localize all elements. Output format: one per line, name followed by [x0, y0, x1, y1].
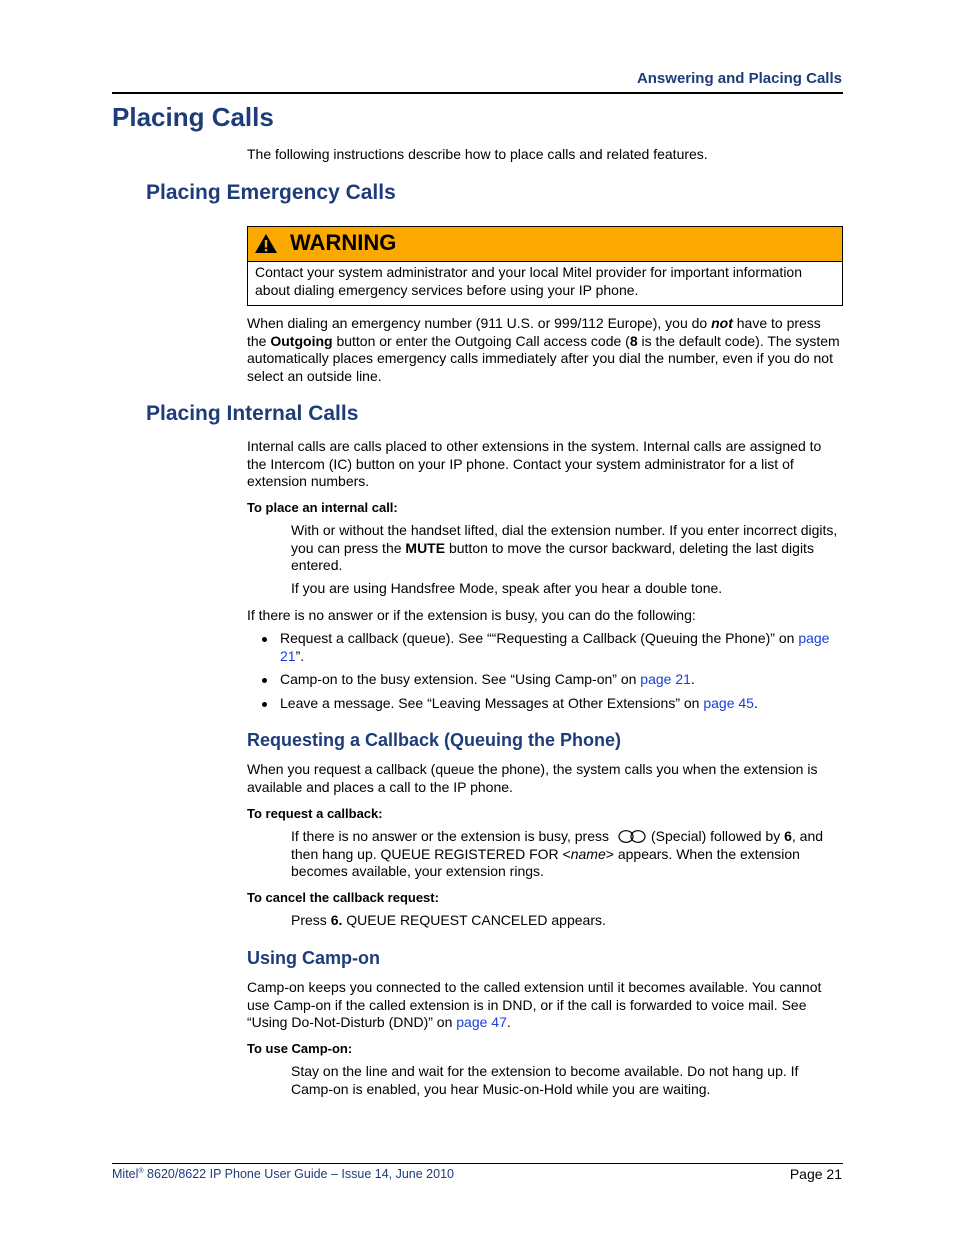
bullet-icon: [262, 702, 267, 707]
internal-paragraph: Internal calls are calls placed to other extensions in the system. Internal calls are assigned to the Intercom (IC) button on your IP phone. Contact your system administrator for a list of extension numbers.: [247, 438, 822, 489]
internal-step-2: If you are using Handsfree Mode, speak after you hear a double tone.: [291, 580, 723, 596]
campon-heading: Using Camp-on: [247, 948, 380, 968]
warning-box: [247, 226, 843, 306]
intro-paragraph: The following instructions describe how to place calls and related features.: [247, 146, 708, 162]
footer-page-number: Page 21: [789, 1166, 842, 1182]
list-item: Leave a message. See “Leaving Messages at Other Extensions” on page 45.: [247, 695, 843, 713]
callback-heading: Requesting a Callback (Queuing the Phone): [247, 730, 622, 750]
footer-rule: [112, 1163, 843, 1164]
campon-procedure-label: To use Camp-on:: [247, 1041, 353, 1056]
warning-text: Contact your system administrator and your local Mitel provider for important information about dialing emergency services before using your IP phone.: [255, 264, 802, 298]
list-item: Camp-on to the busy extension. See “Using Camp-on” on page 21.: [247, 671, 843, 689]
campon-paragraph: Camp-on keeps you connected to the called extension until it becomes available. You cannot use Camp-on if the called extension is in DND, or if the call is forwarded to voice mail. See “Using Do-Not-Disturb (DND)” on page 47.: [247, 979, 822, 1030]
busy-options-list: [247, 630, 843, 718]
busy-paragraph: If there is no answer or if the extension is busy, you can do the following:: [247, 607, 696, 623]
emergency-paragraph: When dialing an emergency number (911 U.S. or 999/112 Europe), you do not have to press the Outgoing button or enter the Outgoing Call access code (8 is the default code). The system automatically places emergency calls immediately after you dial the number, even if you do not select an outside line.: [247, 315, 840, 384]
callback-step-1: If there is no answer or the extension is busy, press (Special) followed by 6, and then hang up. QUEUE REGISTERED FOR <name> appears. When the extension becomes available, your extension rings.: [291, 828, 824, 879]
cancel-step-1: Press 6. QUEUE REQUEST CANCELED appears.: [291, 912, 606, 928]
internal-step-1: With or without the handset lifted, dial the extension number. If you enter incorrect digits, you can press the MUTE button to move the cursor backward, deleting the last digits entered.: [291, 522, 838, 573]
page-link[interactable]: page 45: [703, 694, 754, 711]
cancel-procedure-label: To cancel the callback request:: [247, 890, 439, 905]
header-rule: [112, 92, 843, 94]
list-item: Request a callback (queue). See ““Requesting a Callback (Queuing the Phone)” on page 21”.: [247, 630, 843, 665]
running-header: Answering and Placing Calls: [636, 70, 842, 87]
emergency-heading: Placing Emergency Calls: [146, 181, 396, 204]
special-key-icon: [617, 829, 647, 844]
page-link[interactable]: page 47: [456, 1014, 507, 1030]
warning-header: [248, 227, 842, 262]
callback-paragraph: When you request a callback (queue the phone), the system calls you when the extension is available and places a call to the IP phone.: [247, 761, 818, 795]
warning-triangle-icon: [254, 233, 278, 254]
page-title: Placing Calls: [112, 102, 274, 132]
page-link[interactable]: page 21: [640, 671, 691, 687]
bullet-icon: [262, 678, 267, 683]
internal-heading: Placing Internal Calls: [146, 402, 359, 425]
campon-step-1: Stay on the line and wait for the extension to become available. Do not hang up. If Camp-on is enabled, you hear Music-on-Hold while you are waiting.: [291, 1063, 799, 1097]
warning-title: WARNING: [290, 230, 397, 255]
callback-procedure-label: To request a callback:: [247, 806, 383, 821]
bullet-icon: [262, 637, 267, 642]
footer-document-title: Mitel® 8620/8622 IP Phone User Guide – Issue 14, June 2010: [112, 1167, 454, 1181]
page-link[interactable]: page 21: [280, 630, 830, 664]
internal-procedure-label: To place an internal call:: [247, 500, 398, 515]
